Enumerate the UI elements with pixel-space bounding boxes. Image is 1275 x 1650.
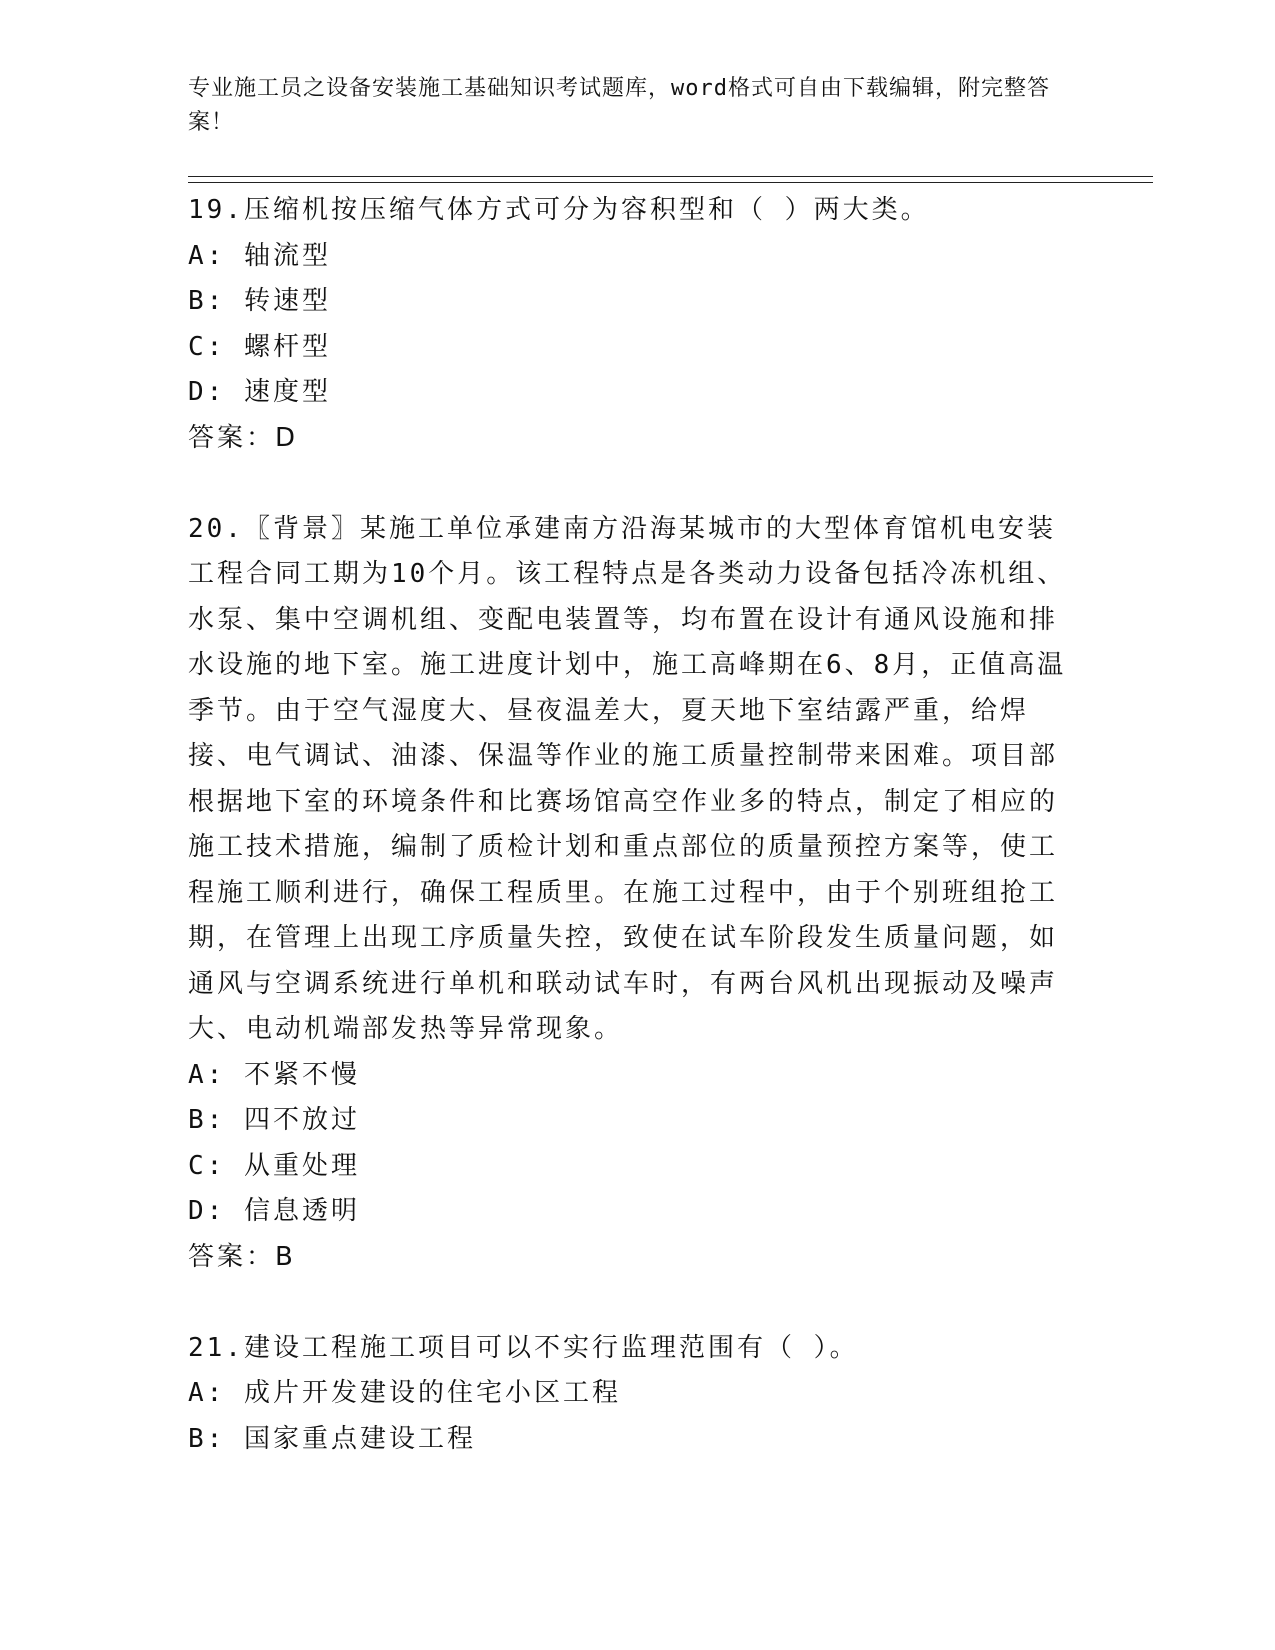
option-a: A: 不紧不慢	[188, 1059, 360, 1090]
option-d: D: 速度型	[188, 377, 331, 407]
option-b: B: 转速型	[188, 286, 331, 316]
question-list	[188, 188, 1078, 1462]
answer: 答案：D	[188, 422, 299, 453]
question-spacer	[188, 461, 1078, 507]
option-a: A: 成片开发建设的住宅小区工程	[188, 1378, 621, 1408]
header-rule-top	[188, 176, 1153, 177]
question-spacer	[188, 1280, 1078, 1326]
question-21	[188, 1326, 1078, 1463]
question-stem: 20.〖背景〗某施工单位承建南方沿海某城市的大型体育馆机电安装工程合同工期为10个月。该工程特点是各类动力设备包括冷冻机组、水泵、集中空调机组、变配电装置等，均布置在设计有通风设施和排水设施的地下室。施工进度计划中，施工高峰期在6、8月，正值高温季节。由于空气湿度大、昼夜温差大，夏天地下室结露严重，给焊接、电气调试、油漆、保温等作业的施工质量控制带来困难。项目部根据地下室的环境条件和比赛场馆高空作业多的特点，制定了相应的施工技术措施，编制了质检计划和重点部位的质量预控方案等，使工程施工顺利进行，确保工程质里。在施工过程中，由于个别班组抢工期，在管理上出现工序质量失控，致使在试车阶段发生质量问题，如通风与空调系统进行单机和联动试车时，有两台风机出现振动及噪声大、电动机端部发热等异常现象。	[188, 513, 1067, 1044]
document-header: 专业施工员之设备安装施工基础知识考试题库，word格式可自由下载编辑，附完整答案！	[188, 76, 1050, 135]
header-rule-bottom	[188, 182, 1153, 183]
option-d: D: 信息透明	[188, 1196, 360, 1226]
option-c: C: 从重处理	[188, 1150, 360, 1181]
question-stem: 21.建设工程施工项目可以不实行监理范围有（ ）。	[188, 1332, 859, 1363]
answer: 答案：B	[188, 1241, 296, 1272]
option-c: C: 螺杆型	[188, 331, 331, 362]
question-stem: 19.压缩机按压缩气体方式可分为容积型和（ ）两大类。	[188, 195, 930, 225]
option-b: B: 四不放过	[188, 1105, 360, 1135]
option-b: B: 国家重点建设工程	[188, 1423, 476, 1454]
question-19	[188, 188, 1078, 461]
option-a: A: 轴流型	[188, 240, 331, 271]
question-20	[188, 507, 1078, 1281]
